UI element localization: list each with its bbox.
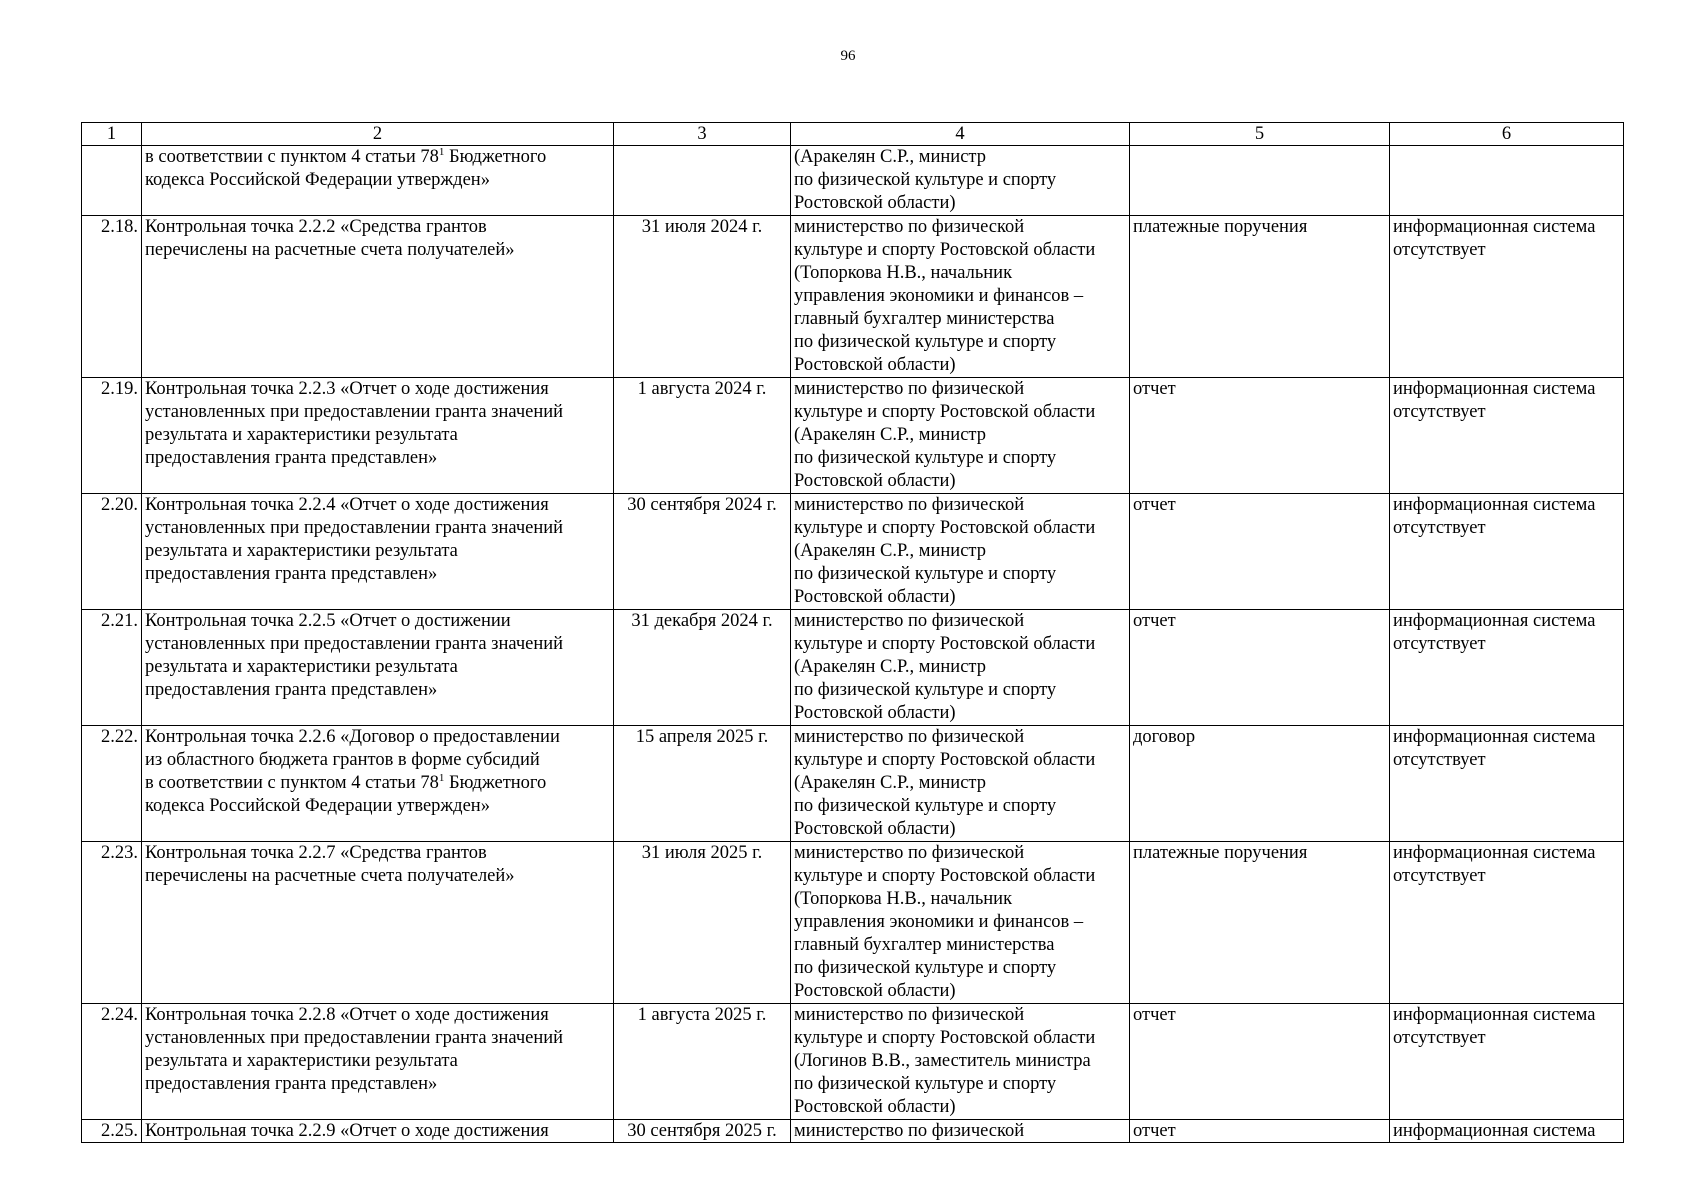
column-header-3: 3 [614,123,791,146]
superscript-one: 1 [438,772,445,784]
event-cell: Контрольная точка 2.2.4 «Отчет о ходе достижения установленных при предоставлении гранта значений результата и характеристики результата предоставления гранта представлен» [142,494,614,610]
row-number-cell: 2.21. [82,610,142,726]
responsible-cell: министерство по физической [791,1120,1130,1143]
document-type-cell: отчет [1130,494,1390,610]
information-system-cell: информационная система отсутствует [1390,494,1624,610]
row-number-cell: 2.24. [82,1004,142,1120]
deadline-cell: 1 августа 2025 г. [614,1004,791,1120]
deadline-cell: 31 июля 2024 г. [614,216,791,378]
event-cell: Контрольная точка 2.2.7 «Средства грантов перечислены на расчетные счета получателей» [142,842,614,1004]
information-system-cell [1390,146,1624,216]
row-number-cell: 2.20. [82,494,142,610]
superscript-one: 1 [438,146,445,158]
responsible-cell: министерство по физической культуре и спорту Ростовской области (Логинов В.В., заместитель министра по физической культуре и спорту Ростовской области) [791,1004,1130,1120]
row-number-cell: 2.19. [82,378,142,494]
table-row [82,1120,1624,1143]
deadline-cell [614,146,791,216]
information-system-cell: информационная система отсутствует [1390,1004,1624,1120]
document-type-cell: отчет [1130,378,1390,494]
deadline-cell: 15 апреля 2025 г. [614,726,791,842]
event-cell: Контрольная точка 2.2.3 «Отчет о ходе достижения установленных при предоставлении гранта значений результата и характеристики результата предоставления гранта представлен» [142,378,614,494]
information-system-cell: информационная система отсутствует [1390,726,1624,842]
table-row [82,216,1624,378]
deadline-cell: 30 сентября 2024 г. [614,494,791,610]
deadline-cell: 1 августа 2024 г. [614,378,791,494]
header-row [82,123,1624,146]
responsible-cell: министерство по физической культуре и спорту Ростовской области (Топоркова Н.В., начальник управления экономики и финансов – главный бухгалтер министерства по физической культуре и спорту Ростовской области) [791,842,1130,1004]
document-type-cell [1130,146,1390,216]
deadline-cell: 31 декабря 2024 г. [614,610,791,726]
row-number-cell [82,146,142,216]
table-row [82,494,1624,610]
event-cell: Контрольная точка 2.2.6 «Договор о предоставлении из областного бюджета грантов в форме субсидий в соответствии с пунктом 4 статьи $78^1$ Бюджетного кодекса Российской Федерации утвержден» [142,726,614,842]
deadline-cell: 31 июля 2025 г. [614,842,791,1004]
information-system-cell: информационная система [1390,1120,1624,1143]
event-cell: Контрольная точка 2.2.5 «Отчет о достижении установленных при предоставлении гранта значений результата и характеристики результата предоставления гранта представлен» [142,610,614,726]
responsible-cell: (Аракелян С.Р., министр по физической культуре и спорту Ростовской области) [791,146,1130,216]
table-row [82,842,1624,1004]
column-header-1: 1 [82,123,142,146]
responsible-cell: министерство по физической культуре и спорту Ростовской области (Аракелян С.Р., министр по физической культуре и спорту Ростовской области) [791,494,1130,610]
event-cell: Контрольная точка 2.2.8 «Отчет о ходе достижения установленных при предоставлении гранта значений результата и характеристики результата предоставления гранта представлен» [142,1004,614,1120]
document-type-cell: платежные поручения [1130,842,1390,1004]
column-header-2: 2 [142,123,614,146]
table-row [82,146,1624,216]
document-type-cell: платежные поручения [1130,216,1390,378]
table-row [82,610,1624,726]
information-system-cell: информационная система отсутствует [1390,610,1624,726]
column-header-5: 5 [1130,123,1390,146]
information-system-cell: информационная система отсутствует [1390,378,1624,494]
column-header-4: 4 [791,123,1130,146]
row-number-cell: 2.23. [82,842,142,1004]
control-points-table [81,122,1624,1143]
page-number: 96 [840,48,856,64]
responsible-cell: министерство по физической культуре и спорту Ростовской области (Аракелян С.Р., министр по физической культуре и спорту Ростовской области) [791,610,1130,726]
information-system-cell: информационная система отсутствует [1390,216,1624,378]
column-header-6: 6 [1390,123,1624,146]
row-number-cell: 2.18. [82,216,142,378]
information-system-cell: информационная система отсутствует [1390,842,1624,1004]
table-row [82,1004,1624,1120]
document-type-cell: отчет [1130,1120,1390,1143]
document-type-cell: отчет [1130,610,1390,726]
responsible-cell: министерство по физической культуре и спорту Ростовской области (Аракелян С.Р., министр по физической культуре и спорту Ростовской области) [791,726,1130,842]
responsible-cell: министерство по физической культуре и спорту Ростовской области (Топоркова Н.В., начальник управления экономики и финансов – главный бухгалтер министерства по физической культуре и спорту Ростовской области) [791,216,1130,378]
row-number-cell: 2.25. [82,1120,142,1143]
event-cell: в соответствии с пунктом 4 статьи $78^1$ Бюджетного кодекса Российской Федерации утвержден» [142,146,614,216]
event-cell: Контрольная точка 2.2.2 «Средства грантов перечислены на расчетные счета получателей» [142,216,614,378]
document-type-cell: договор [1130,726,1390,842]
document-type-cell: отчет [1130,1004,1390,1120]
row-number-cell: 2.22. [82,726,142,842]
deadline-cell: 30 сентября 2025 г. [614,1120,791,1143]
table-row [82,726,1624,842]
table-row [82,378,1624,494]
event-cell: Контрольная точка 2.2.9 «Отчет о ходе достижения [142,1120,614,1143]
responsible-cell: министерство по физической культуре и спорту Ростовской области (Аракелян С.Р., министр по физической культуре и спорту Ростовской области) [791,378,1130,494]
table-body [82,146,1624,1143]
